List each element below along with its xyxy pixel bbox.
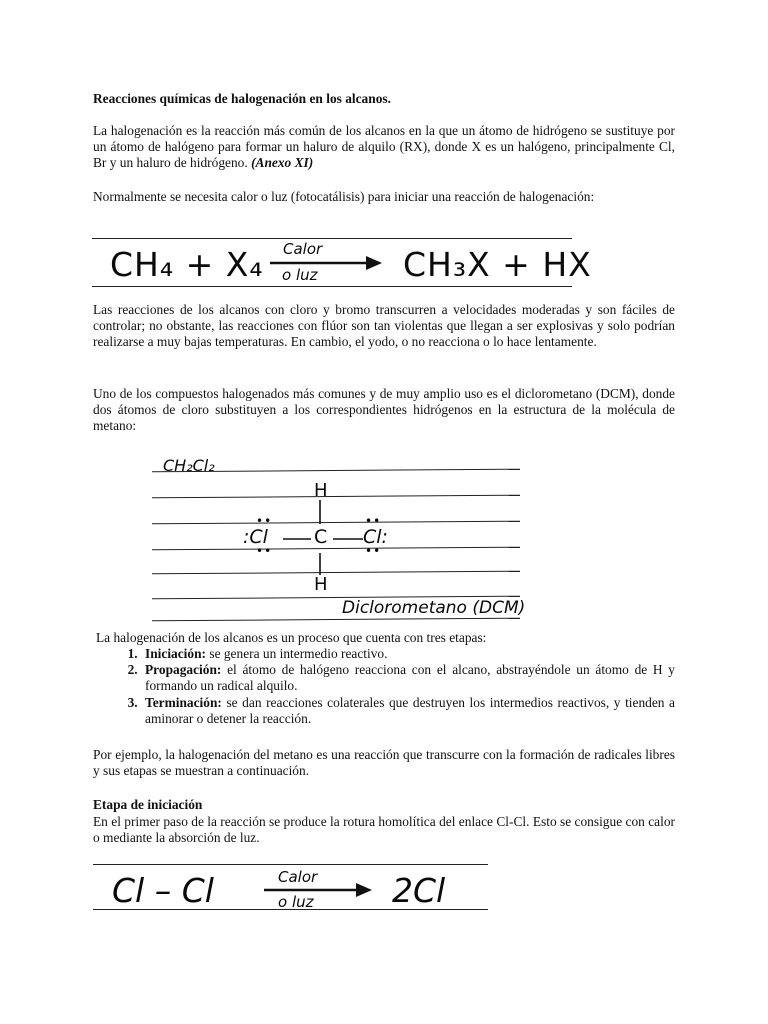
- reactivity-paragraph: Las reacciones de los alcanos con cloro y bromo transcurren a velocidades moderadas y son fáciles de controlar; no obstante, las reacciones con flúor son tan violentas que llegan a ser explosivas y solo podrían realizarse a muy bajas temperaturas. En cambio, el yodo, o no reacciona o lo hace lentamente.: [93, 302, 675, 350]
- stages-list: [96, 646, 675, 727]
- hydrogen-bottom: H: [314, 574, 328, 595]
- annex-reference: (Anexo XI): [251, 155, 314, 171]
- chlorine-left: :Cl: [243, 526, 268, 548]
- bond-top-icon: [318, 500, 322, 524]
- step-text: el átomo de halógeno reacciona con el alcano, abstrayéndole un átomo de H y formando un radical alquilo.: [145, 662, 675, 694]
- condition-over: Calor: [283, 240, 323, 258]
- list-item: [141, 646, 675, 662]
- step-term: Propagación:: [145, 662, 222, 678]
- carbon-atom: C: [314, 526, 328, 548]
- example-paragraph: Por ejemplo, la halogenación del metano es una reacción que transcurre con la formación de radicales libres y sus etapas se muestran a continuación.: [93, 747, 675, 779]
- ruled-line: [152, 618, 520, 622]
- dcm-formula: CH₂Cl₂: [163, 456, 215, 475]
- ruled-line: [152, 495, 520, 499]
- stages-intro: La halogenación de los alcanos es un proceso que cuenta con tres etapas:: [96, 630, 487, 645]
- ruled-line: [152, 547, 520, 551]
- page-title: Reacciones químicas de halogenación en los alcanos.: [93, 91, 391, 106]
- bond-bottom-icon: [318, 553, 322, 575]
- step-text: se dan reacciones colaterales que destruyen los intermedios reactivos, y tienden a aminorar o detener la reacción.: [145, 694, 675, 726]
- bond-right-icon: [333, 537, 363, 541]
- catalysis-paragraph: Normalmente se necesita calor o luz (fotocatálisis) para iniciar una reacción de halogenación:: [93, 189, 595, 204]
- stages-list-container: [96, 646, 675, 727]
- reactants: CH₄ + X₄: [110, 245, 264, 284]
- lone-pair-dots-icon: ••: [256, 514, 273, 528]
- lone-pair-dots-icon: ••: [256, 544, 273, 558]
- ruled-line: [152, 521, 520, 525]
- step-term: Terminación:: [145, 694, 222, 710]
- ruled-line: [92, 238, 572, 239]
- chlorine-radicals: 2Cl: [392, 871, 446, 910]
- ruled-line: [152, 571, 520, 575]
- lone-pair-dots-icon: ••: [365, 514, 382, 528]
- chlorine-molecule: Cl – Cl: [112, 871, 214, 910]
- step-text: se genera un intermedio reactivo.: [206, 646, 388, 661]
- condition-under: o luz: [278, 893, 314, 911]
- initiation-paragraph: En el primer paso de la reacción se produce la rotura homolítica del enlace Cl-Cl. Esto se consigue con calor o mediante la absorción de luz.: [93, 814, 675, 846]
- condition-under: o luz: [282, 266, 318, 284]
- dcm-caption: Diclorometano (DCM): [342, 598, 526, 618]
- ruled-line: [92, 286, 572, 287]
- lone-pair-dots-icon: ••: [365, 544, 382, 558]
- ruled-line: [93, 864, 488, 865]
- condition-over: Calor: [278, 868, 318, 886]
- section-heading: Etapa de iniciación: [93, 797, 203, 812]
- dcm-paragraph: Uno de los compuestos halogenados más comunes y de muy amplio uso es el diclorometano (DCM), donde dos átomos de cloro substituyen a los correspondientes hidrógenos en la estructura de la molécula de metano:: [93, 386, 675, 434]
- hydrogen-top: H: [314, 480, 328, 501]
- products: CH₃X + HX: [403, 245, 592, 284]
- step-term: Iniciación:: [145, 646, 207, 661]
- bond-left-icon: [283, 537, 311, 541]
- intro-text: La halogenación es la reacción más común de los alcanos en la que un átomo de hidrógeno se sustituye por un átomo de halógeno para formar un haluro de alquilo (RX), donde X es un halógeno, principalmente Cl, Br y un haluro de hidrógeno.: [93, 123, 675, 171]
- list-item: [141, 695, 675, 727]
- list-item: [141, 662, 675, 694]
- intro-paragraph: [93, 123, 675, 172]
- chlorine-right: Cl:: [363, 526, 388, 548]
